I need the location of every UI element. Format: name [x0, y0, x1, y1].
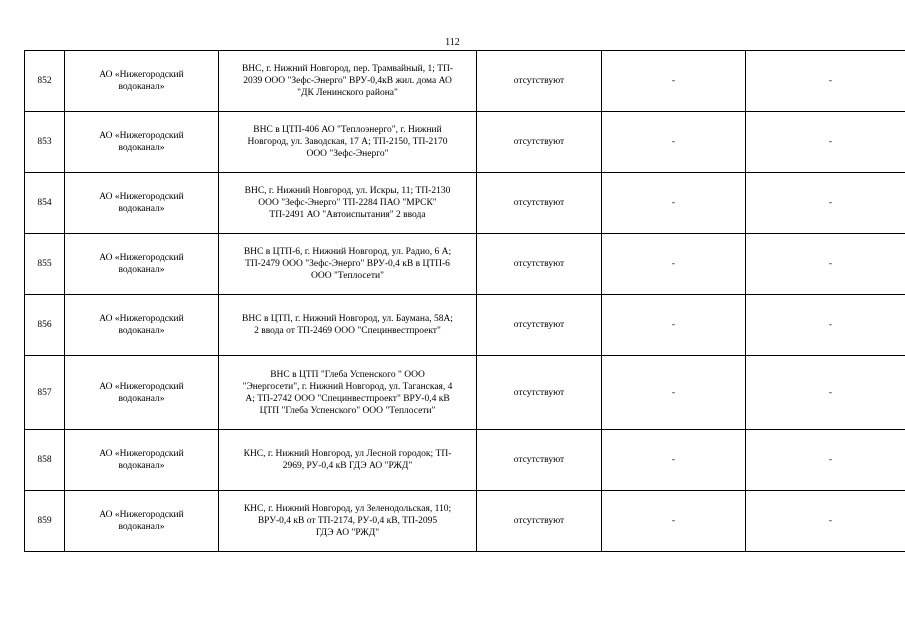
status-cell [477, 234, 602, 295]
dash-value: - [671, 387, 676, 398]
organization-name-line: АО «Нижегородский [99, 131, 184, 141]
object-description-line: ЦТП "Глеба Успенского" ООО "Теплосети" [259, 405, 436, 416]
object-description-cell [219, 356, 477, 430]
status-text: отсутствуют [513, 455, 565, 465]
dash-value: - [828, 76, 833, 86]
dash-value: - [671, 259, 676, 269]
table-row [25, 491, 905, 552]
object-description-line: КНС, г. Нижний Новгород, ул Зеленодольская, 110; [243, 504, 452, 514]
organization-name-line: водоканал» [118, 143, 165, 153]
dash-cell [746, 491, 905, 552]
row-number: 855 [37, 259, 52, 269]
row-number-cell [25, 51, 65, 112]
table-row [25, 356, 905, 430]
organization-cell [65, 234, 219, 295]
organization-name-line: АО «Нижегородский [99, 381, 184, 392]
object-description-line: ТП-2491 АО "Автоиспытания" 2 ввода [269, 210, 426, 220]
dash-value: - [671, 76, 676, 86]
object-description-line: "ДК Ленинского района" [297, 88, 398, 98]
table-row [25, 51, 905, 112]
organization-cell [65, 295, 219, 356]
object-description-line: Новгород, ул. Заводская, 17 А; ТП-2150, ТП-2170 [247, 137, 448, 147]
status-text: отсутствуют [513, 516, 565, 526]
dash-cell [746, 112, 905, 173]
status-text: отсутствуют [513, 259, 565, 269]
organization-name-line: водоканал» [118, 393, 165, 404]
organization-name-line: АО «Нижегородский [99, 314, 184, 324]
object-description-line: ВНС, г. Нижний Новгород, ул. Искры, 11; ТП-2130 [244, 186, 451, 196]
page-number: 112 [445, 37, 460, 48]
object-description-cell [219, 112, 477, 173]
dash-cell [746, 295, 905, 356]
status-cell [477, 112, 602, 173]
organization-name-line: АО «Нижегородский [99, 510, 184, 520]
object-description-line: ВРУ-0,4 кВ от ТП-2174, РУ-0,4 кВ, ТП-2095 [257, 516, 438, 526]
object-description-line: ООО "Зефс-Энерго" [306, 149, 389, 159]
row-number: 853 [37, 137, 52, 147]
dash-value: - [671, 455, 676, 465]
table-row [25, 112, 905, 173]
dash-cell [602, 234, 746, 295]
object-description-line: ВНС, г. Нижний Новгород, пер. Трамвайный, 1; ТП- [241, 64, 454, 74]
organization-cell [65, 491, 219, 552]
status-text: отсутствуют [513, 198, 565, 208]
dash-cell [746, 234, 905, 295]
dash-cell [602, 491, 746, 552]
object-description-cell [219, 491, 477, 552]
object-description-line: ТП-2479 ООО "Зефс-Энерго" ВРУ-0,4 кВ в ЦТП-6 [245, 259, 450, 269]
row-number-cell [25, 112, 65, 173]
row-number: 856 [37, 320, 52, 330]
dash-value: - [828, 455, 833, 465]
object-description-line: 2969, РУ-0,4 кВ ГДЭ АО "РЖД" [282, 461, 413, 471]
row-number: 857 [37, 387, 52, 398]
object-description-line: КНС, г. Нижний Новгород, ул Лесной городок; ТП- [243, 449, 452, 459]
status-text: отсутствуют [513, 137, 565, 147]
dash-cell [746, 356, 905, 430]
table-row [25, 295, 905, 356]
organization-name-line: водоканал» [118, 82, 165, 92]
dash-value: - [671, 137, 676, 147]
organization-cell [65, 173, 219, 234]
dash-value: - [828, 259, 833, 269]
organization-name-line: водоканал» [118, 461, 165, 471]
organization-cell [65, 112, 219, 173]
status-cell [477, 173, 602, 234]
dash-value: - [828, 198, 833, 208]
row-number-cell [25, 173, 65, 234]
dash-value: - [671, 198, 676, 208]
row-number: 854 [37, 198, 52, 208]
organization-name-line: АО «Нижегородский [99, 70, 184, 80]
organization-name-line: АО «Нижегородский [99, 192, 184, 202]
row-number: 859 [37, 516, 52, 526]
object-description-cell [219, 51, 477, 112]
table-row [25, 430, 905, 491]
object-description-line: ВНС в ЦТП, г. Нижний Новгород, ул. Баумана, 58А; [242, 314, 453, 324]
object-description-line: А; ТП-2742 ООО "Специнвестпроект" ВРУ-0,4 кВ [245, 393, 450, 404]
dash-value: - [828, 516, 833, 526]
status-text: отсутствуют [513, 387, 565, 398]
dash-cell [602, 112, 746, 173]
object-description-line: ООО "Теплосети" [311, 271, 384, 281]
status-cell [477, 491, 602, 552]
status-text: отсутствуют [513, 320, 565, 330]
dash-value: - [828, 387, 833, 398]
table-row [25, 173, 905, 234]
object-description-cell [219, 430, 477, 491]
row-number-cell [25, 356, 65, 430]
object-description-line: ГДЭ АО "РЖД" [315, 528, 380, 538]
status-text: отсутствуют [513, 76, 565, 86]
object-description-line: 2039 ООО "Зефс-Энерго" ВРУ-0,4кВ жил. дома АО [243, 76, 452, 86]
dash-value: - [828, 137, 833, 147]
row-number: 858 [37, 455, 52, 465]
organization-name-line: АО «Нижегородский [99, 449, 184, 459]
dash-value: - [671, 320, 676, 330]
object-description-cell [219, 295, 477, 356]
organization-name-line: АО «Нижегородский [99, 253, 184, 263]
status-cell [477, 51, 602, 112]
object-description-line: "Энергосети", г. Нижний Новгород, ул. Таганская, 4 [242, 381, 453, 392]
row-number-cell [25, 295, 65, 356]
object-description-line: ООО "Зефс-Энерго" ТП-2284 ПАО "МРСК" [258, 198, 437, 208]
organization-name-line: водоканал» [118, 265, 165, 275]
table-body [25, 51, 905, 552]
row-number: 852 [37, 76, 52, 86]
dash-cell [602, 356, 746, 430]
organization-cell [65, 430, 219, 491]
status-cell [477, 430, 602, 491]
organization-name-line: водоканал» [118, 522, 165, 532]
organization-cell [65, 51, 219, 112]
status-cell [477, 356, 602, 430]
dash-cell [602, 430, 746, 491]
row-number-cell [25, 430, 65, 491]
organization-name-line: водоканал» [118, 204, 165, 214]
dash-cell [602, 51, 746, 112]
power-supply-table [24, 50, 905, 552]
dash-cell [746, 173, 905, 234]
dash-cell [602, 173, 746, 234]
object-description-line: ВНС в ЦТП-6, г. Нижний Новгород, ул. Радио, 6 А; [243, 247, 452, 257]
row-number-cell [25, 491, 65, 552]
object-description-line: 2 ввода от ТП-2469 ООО "Специнвестпроект" [254, 326, 441, 336]
object-description-line: ВНС в ЦТП "Глеба Успенского " ООО [270, 369, 425, 380]
row-number-cell [25, 234, 65, 295]
dash-cell [746, 430, 905, 491]
status-cell [477, 295, 602, 356]
dash-value: - [671, 516, 676, 526]
dash-cell [746, 51, 905, 112]
object-description-cell [219, 234, 477, 295]
organization-name-line: водоканал» [118, 326, 165, 336]
object-description-line: ВНС в ЦТП-406 АО "Теплоэнерго", г. Нижний [253, 125, 442, 135]
table-row [25, 234, 905, 295]
dash-cell [602, 295, 746, 356]
organization-cell [65, 356, 219, 430]
object-description-cell [219, 173, 477, 234]
dash-value: - [828, 320, 833, 330]
